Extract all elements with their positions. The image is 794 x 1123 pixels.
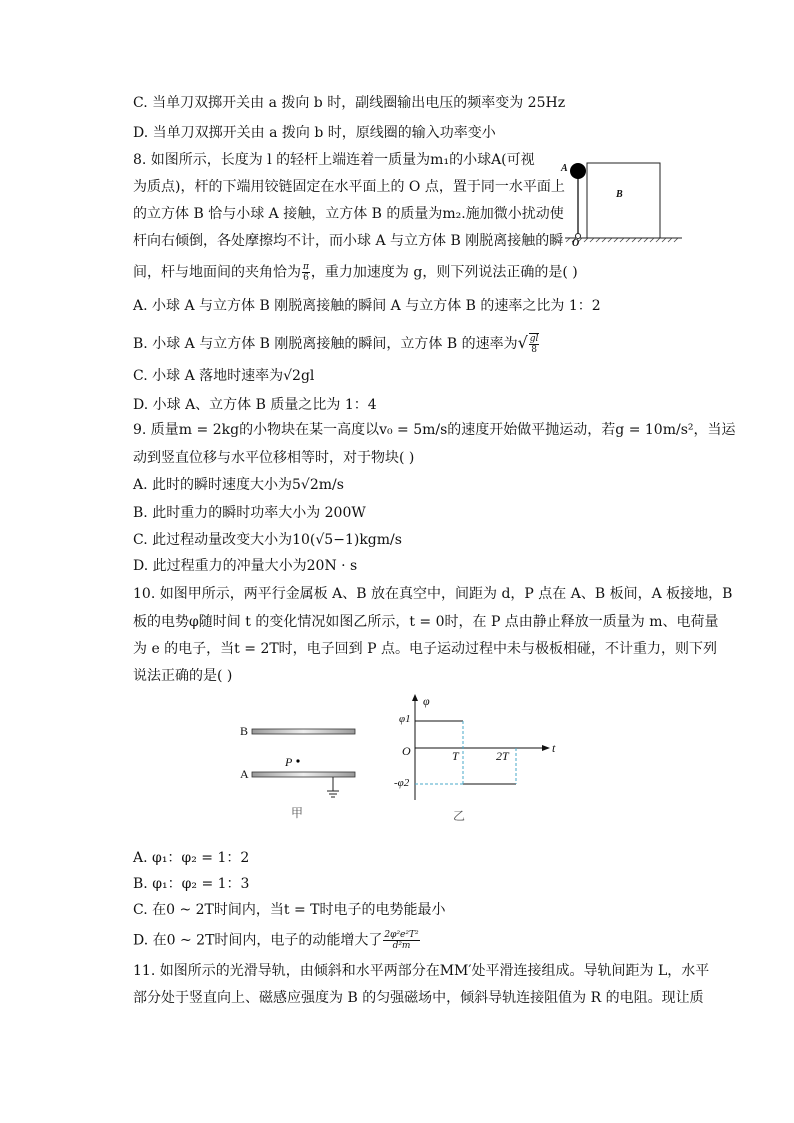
q9-option-a: A. 此时的瞬时速度大小为5√2m/s xyxy=(133,477,344,493)
q10-stem-line: 板的电势φ随时间 t 的变化情况如图乙所示，t = 0时，在 P 点由静止释放一质量为 m、电荷量 xyxy=(133,614,719,630)
caption-yi: 乙 xyxy=(453,809,466,823)
fraction-denominator: 8 xyxy=(531,345,537,355)
q8-option-d: D. 小球 A、立方体 B 质量之比为 1：4 xyxy=(133,397,377,413)
ground-symbol xyxy=(327,777,339,797)
plate-a-label: A xyxy=(240,767,249,781)
q7-option-c: C. 当单刀双掷开关由 a 拨向 b 时，副线圈输出电压的频率变为 25Hz xyxy=(133,95,566,111)
q8-stem-line: 的立方体 B 恰与小球 A 接触，立方体 B 的质量为m₂.施加微小扰动使 xyxy=(133,206,564,222)
plate-a xyxy=(252,772,355,777)
q9-option-c: C. 此过程动量改变大小为10(√5−1)kgm/s xyxy=(133,532,402,548)
energy-fraction xyxy=(383,930,419,951)
tick-2t: 2T xyxy=(496,749,509,763)
sqrt-sign: √ xyxy=(517,333,528,352)
point-p xyxy=(296,759,299,762)
label-a: A xyxy=(561,163,568,174)
q8-option-c: C. 小球 A 落地时速率为√2gl xyxy=(133,368,315,384)
fraction-numerator: π xyxy=(303,262,309,272)
fraction-numerator: 2φ²e²T² xyxy=(384,930,419,940)
q10-option-b: B. φ₁：φ₂ = 1：3 xyxy=(133,876,250,892)
fraction-denominator: 6 xyxy=(303,273,309,283)
q10-stem-line: 为 e 的电子，当t = 2T时，电子回到 P 点。电子运动过程中未与极板相碰，不计重力，则下列 xyxy=(133,641,718,657)
potential-graph xyxy=(412,694,550,800)
x-axis-label: t xyxy=(552,741,556,755)
q9-stem-line: 9. 质量m = 2kg的小物块在某一高度以v₀ = 5m/s的速度开始做平抛运动，若g = 10m/s²，当运 xyxy=(133,422,736,438)
origin-label: O xyxy=(402,744,411,758)
y-axis-arrow xyxy=(412,694,418,701)
label-b: B xyxy=(616,189,623,200)
y-axis-label: φ xyxy=(423,694,430,708)
q10-stem-line: 说法正确的是( ) xyxy=(133,668,233,684)
plate-b xyxy=(252,729,355,734)
label-o: O xyxy=(572,238,580,249)
q11-stem-line: 11. 如图所示的光滑导轨，由倾斜和水平两部分在MM′处平滑连接组成。导轨间距为 L，水平 xyxy=(133,963,710,979)
tick-t: T xyxy=(452,749,459,763)
q10-option-d xyxy=(133,930,421,951)
point-p-label: P xyxy=(285,755,293,769)
neg-phi2-label: -φ2 xyxy=(394,777,410,789)
q8-stem-line: 杆向右倾倒，各处摩擦均不计，而小球 A 与立方体 B 刚脱离接触的瞬 xyxy=(133,233,564,249)
x-axis-arrow xyxy=(542,745,550,751)
q8-stem-line: 8. 如图所示，长度为 l 的轻杆上端连着一质量为m₁的小球A(可视 xyxy=(133,152,535,168)
plate-b-label: B xyxy=(240,724,249,738)
q10-option-a: A. φ₁：φ₂ = 1：2 xyxy=(133,850,250,866)
option-text: B. 小球 A 与立方体 B 刚脱离接触的瞬间，立方体 B 的速率为 xyxy=(133,336,518,352)
q9-stem-line: 动到竖直位移与水平位移相等时，对于物块( ) xyxy=(133,450,415,466)
option-text: D. 在0 ~ 2T时间内，电子的动能增大了 xyxy=(133,932,383,949)
fraction-denominator: d²m xyxy=(392,941,411,951)
fraction-numerator: gl xyxy=(529,334,539,344)
q8-stem-text: ，重力加速度为 g，则下列说法正确的是( ) xyxy=(310,264,578,281)
caption-jia: 甲 xyxy=(291,806,304,820)
q11-stem-line: 部分处于竖直向上、磁感应强度为 B 的匀强磁场中，倾斜导轨连接阻值为 R 的电阻。现让质 xyxy=(133,990,704,1006)
q10-stem-line: 10. 如图甲所示，两平行金属板 A、B 放在真空中，间距为 d，P 点在 A、B 板间，A 板接地，B xyxy=(133,586,733,602)
q9-option-b: B. 此时重力的瞬时功率大小为 200W xyxy=(133,505,366,521)
q8-option-a: A. 小球 A 与立方体 B 刚脱离接触的瞬间 A 与立方体 B 的速率之比为 1：2 xyxy=(133,298,601,314)
q8-stem-text: 间，杆与地面间的夹角恰为 xyxy=(133,264,301,281)
phi1-label: φ1 xyxy=(399,713,411,725)
q10-option-c: C. 在0 ~ 2T时间内，当t = T时电子的电势能最小 xyxy=(133,902,446,918)
q8-stem-line: 为质点)，杆的下端用铰链固定在水平面上的 O 点，置于同一水平面上 xyxy=(133,179,565,195)
q9-option-d: D. 此过程重力的冲量大小为20N · s xyxy=(133,558,358,574)
q7-option-d: D. 当单刀双掷开关由 a 拨向 b 时，原线圈的输入功率变小 xyxy=(133,125,496,141)
